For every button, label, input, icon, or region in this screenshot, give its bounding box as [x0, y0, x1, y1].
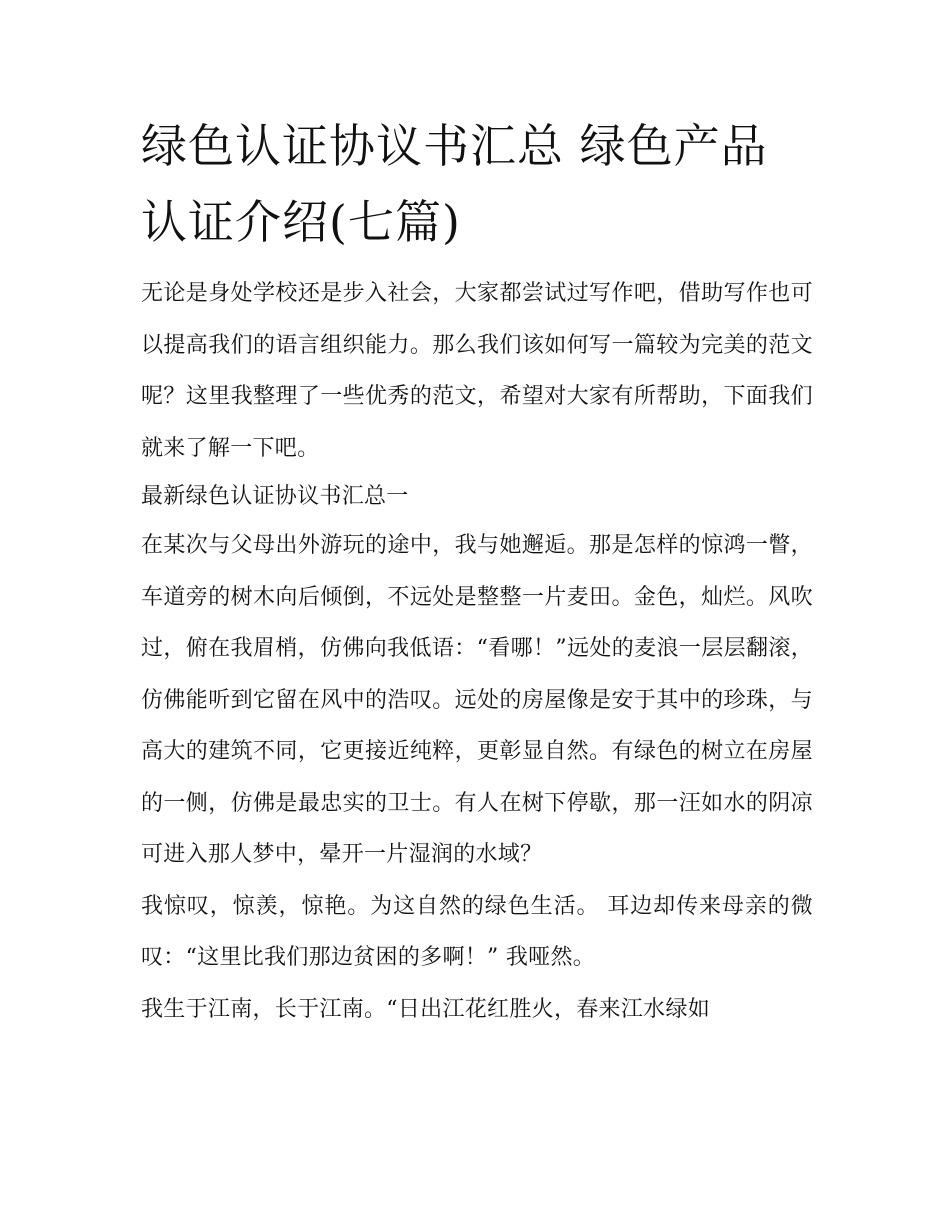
body-paragraph: 我生于江南，长于江南。“日出江花红胜火，春来江水绿如	[141, 996, 711, 1022]
body-paragraph: 我惊叹，惊羡，惊艳。为这自然的绿色生活。 耳边却传来母亲的微叹：“这里比我们那边贫困的多啊！” 我哑然。	[141, 893, 813, 970]
intro-paragraph: 无论是身处学校还是步入社会，大家都尝试过写作吧，借助写作也可以提高我们的语言组织能力。那么我们该如何写一篇较为完美的范文呢？这里我整理了一些优秀的范文，希望对大家有所帮助，下面我们就来了解一下吧。	[141, 281, 813, 461]
document-title: 绿色认证协议书汇总 绿色产品认证介绍(七篇)	[141, 119, 768, 249]
body-paragraph: 在某次与父母出外游玩的途中，我与她邂逅。那是怎样的惊鸿一瞥，车道旁的树木向后倾倒，不远处是整整一片麦田。金色，灿烂。风吹过，俯在我眉梢，仿佛向我低语：“看哪！”远处的麦浪一层层翻滚，仿佛能听到它留在风中的浩叹。远处的房屋像是安于其中的珍珠，与高大的建筑不同，它更接近纯粹，更彰显自然。有绿色的树立在房屋的一侧，仿佛是最忠实的卫士。有人在树下停歇，那一汪如水的阴凉可进入那人梦中，晕开一片湿润的水域？	[141, 533, 813, 867]
section-heading: 最新绿色认证协议书汇总一	[141, 484, 409, 509]
document-body	[141, 108, 813, 1035]
